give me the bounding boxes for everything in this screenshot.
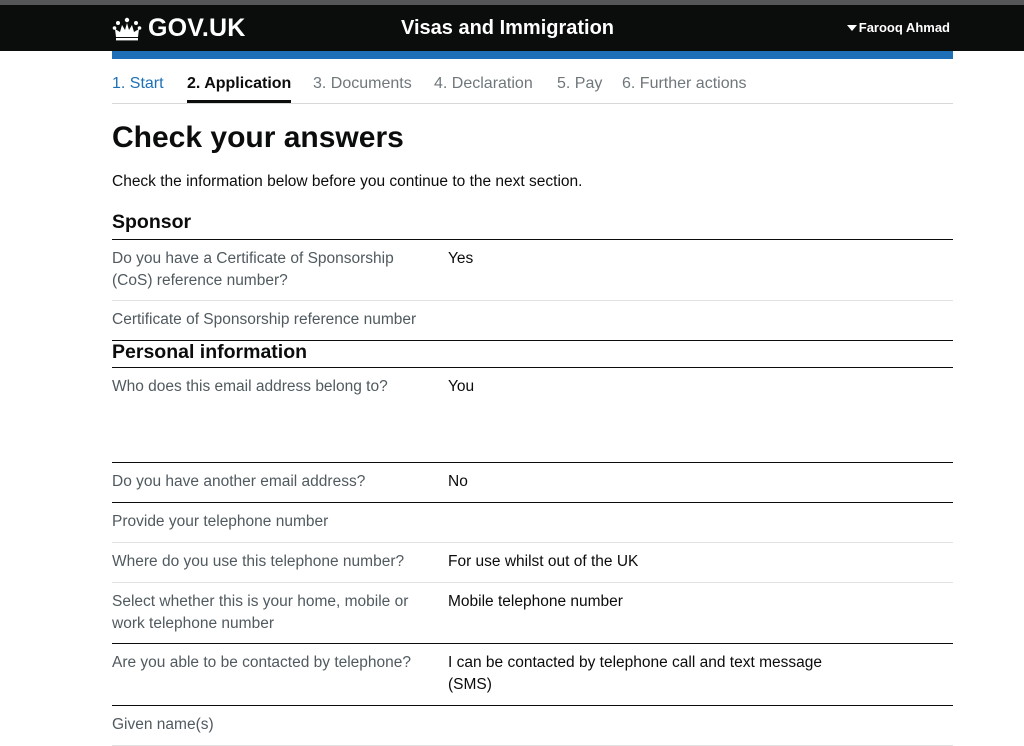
header-accent-bar xyxy=(112,51,953,59)
service-name[interactable]: Visas and Immigration xyxy=(401,17,615,39)
step-pay: 5. Pay xyxy=(557,75,603,92)
row-answer: You xyxy=(448,378,475,395)
summary-row xyxy=(112,301,953,340)
summary-row xyxy=(112,463,953,503)
row-answer: I can be contacted by telephone call and text message (SMS) xyxy=(448,654,822,693)
section-title-personal-information: Personal information xyxy=(112,340,953,368)
row-question: Who does this email address belong to? xyxy=(112,378,388,395)
row-question: Do you have another email address? xyxy=(112,473,366,490)
govuk-logo-text: GOV.UK xyxy=(148,14,246,42)
row-question: Given name(s) xyxy=(112,716,214,733)
summary-row xyxy=(112,644,953,706)
step-documents: 3. Documents xyxy=(313,75,412,92)
step-application: 2. Application xyxy=(187,75,291,103)
summary-row xyxy=(112,368,953,463)
section-title-sponsor: Sponsor xyxy=(112,211,953,240)
summary-row xyxy=(112,503,953,543)
step-declaration: 4. Declaration xyxy=(434,75,533,92)
summary-row xyxy=(112,583,953,644)
row-answer: No xyxy=(448,473,468,490)
row-question: Provide your telephone number xyxy=(112,513,329,530)
govuk-header xyxy=(0,5,1024,51)
row-answer: Yes xyxy=(448,250,474,267)
progress-steps xyxy=(112,64,953,104)
summary-row xyxy=(112,706,953,746)
row-question: Do you have a Certificate of Sponsorship (CoS) reference number? xyxy=(112,250,394,289)
summary-row xyxy=(112,543,953,583)
user-name: Farooq Ahmad xyxy=(858,20,950,35)
crown-icon xyxy=(112,17,142,41)
row-question: Certificate of Sponsorship reference number xyxy=(112,311,417,328)
row-answer: Mobile telephone number xyxy=(448,593,623,610)
row-question: Are you able to be contacted by telephone? xyxy=(112,654,412,671)
page-title: Check your answers xyxy=(112,121,404,154)
row-question: Select whether this is your home, mobile or work telephone number xyxy=(112,593,409,632)
row-question: Where do you use this telephone number? xyxy=(112,553,405,570)
step-further-actions: 6. Further actions xyxy=(622,75,747,92)
caret-down-icon xyxy=(847,25,857,31)
summary-row xyxy=(112,240,953,301)
page-lead: Check the information below before you continue to the next section. xyxy=(112,173,583,190)
row-answer: For use whilst out of the UK xyxy=(448,553,639,570)
user-menu-toggle[interactable] xyxy=(847,20,950,35)
govuk-logo-link[interactable] xyxy=(112,14,246,43)
step-start[interactable]: 1. Start xyxy=(112,75,164,92)
